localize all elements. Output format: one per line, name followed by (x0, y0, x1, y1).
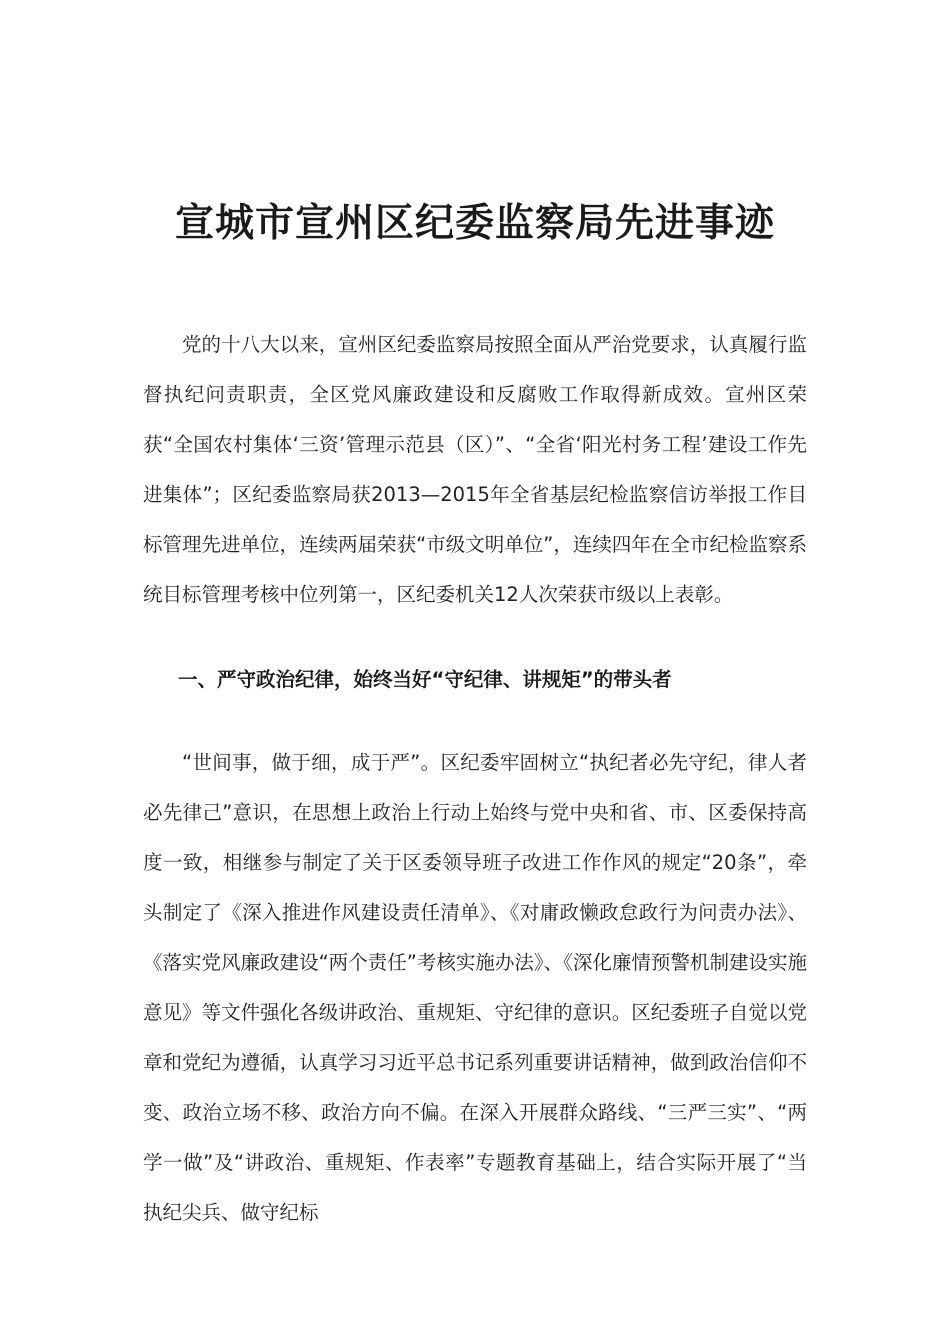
document-title: 宣城市宣州区纪委监察局先进事迹 (174, 201, 775, 246)
section-heading: 一、严守政治纪律，始终当好“守纪律、讲规矩”的带头者 (178, 668, 672, 691)
section-paragraph: “世间事，做于细，成于严”。区纪委牢固树立“执纪者必先守纪，律人者必先律己”意识，在思想上政治上行动上始终与党中央和省、市、区委保持高度一致，相继参与制定了关于区委领导班子改进工作作风的规定“20条”，牵头制定了《深入推进作风建设责任清单》、《对庸政懒政怠政行为问责办法》、《落实党风廉政建设“两个责任”考核实施办法》、《深化廉情预警机制建设实施意见》等文件强化各级讲政治、重规矩、守纪律的意识。区纪委班子自觉以党章和党纪为遵循，认真学习习近平总书记系列重要讲话精神，做到政治信仰不变、政治立场不移、政治方向不偏。在深入开展群众路线、“三严三实”、“两学一做”及“讲政治、重规矩、作表率”专题教育基础上，结合实际开展了“当执纪尖兵、做守纪标 (143, 751, 807, 1224)
intro-paragraph: 党的十八大以来，宣州区纪委监察局按照全面从严治党要求，认真履行监督执纪问责职责，全区党风廉政建设和反腐败工作取得新成效。宣州区荣获“全国农村集体‘三资’管理示范县（区）”、“全省‘阳光村务工程’建设工作先进集体”；区纪委监察局获2013—2015年全省基层纪检监察信访举报工作目标管理先进单位，连续两届荣获“市级文明单位”，连续四年在全市纪检监察系统目标管理考核中位列第一，区纪委机关12人次荣获市级以上表彰。 (143, 333, 807, 606)
